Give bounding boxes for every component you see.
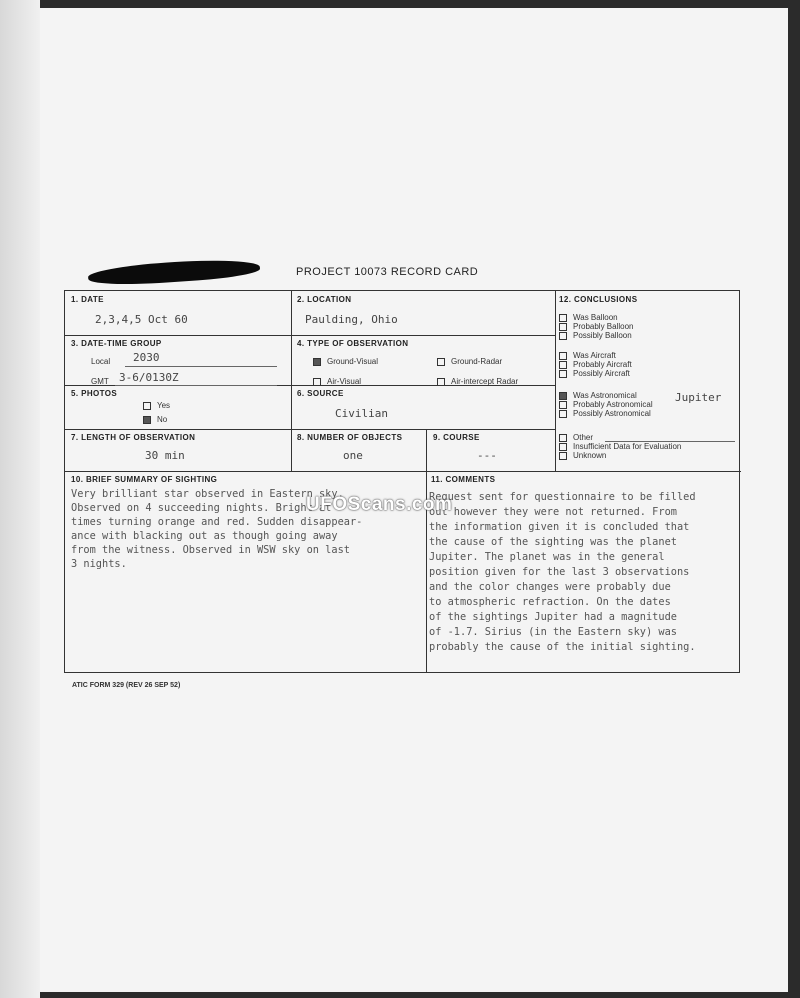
comments-label: 11. COMMENTS <box>431 475 496 484</box>
length-label: 7. LENGTH OF OBSERVATION <box>71 433 196 442</box>
grid-line <box>65 471 741 472</box>
photos-no-text: No <box>157 415 168 424</box>
conclusion-unknown <box>559 451 606 460</box>
summary-label: 10. BRIEF SUMMARY OF SIGHTING <box>71 475 218 484</box>
grid-line <box>65 429 555 430</box>
conclusion-insufficient <box>559 442 681 451</box>
ground-radar-text: Ground-Radar <box>451 357 503 366</box>
photos-yes-option <box>143 401 170 410</box>
conclusion-checkbox[interactable] <box>559 443 567 451</box>
course-label: 9. COURSE <box>433 433 480 442</box>
conclusion-checkbox[interactable] <box>559 452 567 460</box>
conclusion-text: Was Aircraft <box>573 351 616 360</box>
conclusion-checkbox[interactable] <box>559 392 567 400</box>
comment-line: and the color changes were probably due <box>429 581 671 593</box>
conclusion-checkbox[interactable] <box>559 361 567 369</box>
date-label: 1. DATE <box>71 295 104 304</box>
conclusion-text: Probably Balloon <box>573 322 634 331</box>
dtg-gmt-value: 3-6/0130Z <box>119 371 179 384</box>
dtg-gmt-label: GMT <box>91 377 109 386</box>
conclusion-checkbox[interactable] <box>559 410 567 418</box>
date-value: 2,3,4,5 Oct 60 <box>95 313 188 326</box>
ground-visual-option <box>313 357 378 366</box>
conclusion-balloon-1 <box>559 313 618 322</box>
photos-yes-checkbox[interactable] <box>143 402 151 410</box>
dtg-gmt-underline <box>115 385 277 386</box>
source-value: Civilian <box>335 407 388 420</box>
page-edge-shadow <box>0 0 40 998</box>
comment-line: to atmospheric refraction. On the dates <box>429 596 671 608</box>
conclusion-checkbox[interactable] <box>559 314 567 322</box>
summary-line: 3 nights. <box>71 558 127 570</box>
air-visual-option <box>313 377 361 386</box>
ground-visual-text: Ground-Visual <box>327 357 378 366</box>
comment-line: Jupiter. The planet was in the general <box>429 551 665 563</box>
conclusion-text: Unknown <box>573 451 607 460</box>
conclusion-balloon-3 <box>559 331 632 340</box>
summary-line: from the witness. Observed in WSW sky on last <box>71 544 350 556</box>
dtg-local-value: 2030 <box>133 351 160 364</box>
location-value: Paulding, Ohio <box>305 313 398 326</box>
conclusion-astro-3 <box>559 409 651 418</box>
grid-line <box>426 429 427 673</box>
conclusion-text: Probably Aircraft <box>573 360 632 369</box>
conclusion-checkbox[interactable] <box>559 401 567 409</box>
dtg-local-underline <box>125 366 277 367</box>
source-label: 6. SOURCE <box>297 389 344 398</box>
type-obs-label: 4. TYPE OF OBSERVATION <box>297 339 409 348</box>
grid-line <box>291 291 292 471</box>
conclusion-text: Possibly Aircraft <box>573 369 630 378</box>
record-card <box>64 290 740 673</box>
conclusion-checkbox[interactable] <box>559 332 567 340</box>
comment-line: probably the cause of the initial sighting. <box>429 641 696 653</box>
conclusion-other <box>559 433 593 442</box>
photos-no-option <box>143 415 167 424</box>
conclusion-checkbox[interactable] <box>559 352 567 360</box>
conclusion-aircraft-1 <box>559 351 616 360</box>
summary-line: Observed on 4 succeeding nights. Bright at <box>71 502 332 514</box>
comment-line: the information given it is concluded that <box>429 521 690 533</box>
comment-line: Request sent for questionnaire to be filled <box>429 491 696 503</box>
comment-line: of -1.7. Sirius (in the Eastern sky) was <box>429 626 677 638</box>
grid-line <box>65 335 555 336</box>
conclusion-text: Probably Astronomical <box>573 400 653 409</box>
conclusion-astro-2 <box>559 400 653 409</box>
conclusion-text: Was Balloon <box>573 313 618 322</box>
air-visual-checkbox[interactable] <box>313 378 321 386</box>
conclusion-text: Possibly Astronomical <box>573 409 651 418</box>
comment-line: the cause of the sighting was the planet <box>429 536 677 548</box>
conclusion-text: Other <box>573 433 594 442</box>
conclusion-text: Insufficient Data for Evaluation <box>573 442 682 451</box>
form-footer: ATIC FORM 329 (REV 26 SEP 52) <box>72 682 181 689</box>
air-visual-text: Air-Visual <box>327 377 362 386</box>
air-intercept-checkbox[interactable] <box>437 378 445 386</box>
comment-line: out however they were not returned. From <box>429 506 677 518</box>
watermark: UFOScans.com <box>306 494 453 515</box>
summary-line: ance with blacking out as though going away <box>71 530 338 542</box>
num-objects-label: 8. NUMBER OF OBJECTS <box>297 433 403 442</box>
air-intercept-option <box>437 377 518 386</box>
conclusion-balloon-2 <box>559 322 633 331</box>
photos-no-checkbox[interactable] <box>143 416 151 424</box>
astro-note: Jupiter <box>675 391 722 404</box>
card-title: PROJECT 10073 RECORD CARD <box>296 266 479 278</box>
num-objects-value: one <box>343 449 363 462</box>
conclusion-checkbox[interactable] <box>559 323 567 331</box>
ground-radar-option <box>437 357 502 366</box>
conclusion-astro-1 <box>559 391 637 400</box>
conclusion-checkbox[interactable] <box>559 434 567 442</box>
conclusion-text: Was Astronomical <box>573 391 637 400</box>
air-intercept-text: Air-intercept Radar <box>451 377 519 386</box>
summary-line: times turning orange and red. Sudden disappear- <box>71 516 363 528</box>
conclusion-aircraft-2 <box>559 360 632 369</box>
conclusion-aircraft-3 <box>559 369 630 378</box>
comment-line: position given for the last 3 observations <box>429 566 690 578</box>
ground-visual-checkbox[interactable] <box>313 358 321 366</box>
summary-line: Very brilliant star observed in Eastern sky. <box>71 488 344 500</box>
location-label: 2. LOCATION <box>297 295 352 304</box>
photos-label: 5. PHOTOS <box>71 389 118 398</box>
photos-yes-text: Yes <box>157 401 171 410</box>
length-value: 30 min <box>145 449 185 462</box>
dtg-label: 3. DATE-TIME GROUP <box>71 339 162 348</box>
conclusion-text: Possibly Balloon <box>573 331 632 340</box>
course-value: --- <box>477 449 497 462</box>
conclusions-label: 12. CONCLUSIONS <box>559 295 638 304</box>
conclusion-checkbox[interactable] <box>559 370 567 378</box>
ground-radar-checkbox[interactable] <box>437 358 445 366</box>
dtg-local-label: Local <box>91 357 111 366</box>
grid-line <box>555 291 556 471</box>
comment-line: of the sightings Jupiter had a magnitude <box>429 611 677 623</box>
